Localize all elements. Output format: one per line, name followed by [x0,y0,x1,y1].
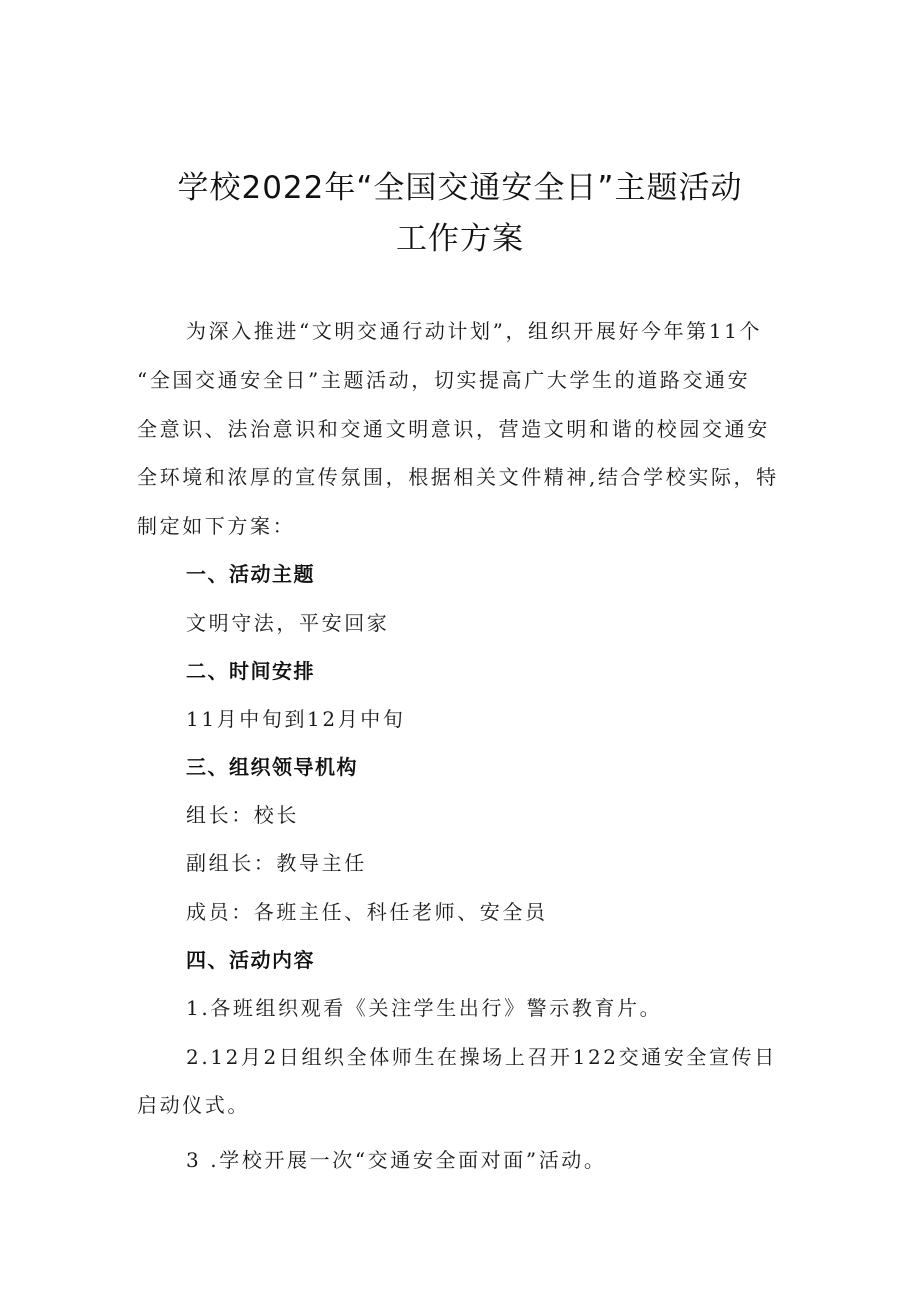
section-text-schedule: 11月中旬到12月中旬 [186,707,406,731]
activity-item-1: 1.各班组织观看《关注学生出行》警示教育片。 [186,996,663,1020]
intro-paragraph-line-5: 制定如下方案： [137,514,296,538]
intro-paragraph-line-2: “全国交通安全日”主题活动，切实提高广大学生的道路交通安 [137,368,751,392]
activity-item-2-line-2: 启动仪式。 [137,1093,250,1117]
organization-members: 成员：各班主任、科任老师、安全员 [186,900,548,924]
section-heading-theme: 一、活动主题 [186,562,315,586]
intro-paragraph-line-1: 为深入推进“文明交通行动计划”，组织开展好今年第11个 [186,319,763,343]
organization-leader: 组长：校长 [186,803,299,827]
intro-paragraph-line-4: 全环境和浓厚的宣传氛围，根据相关文件精神,结合学校实际，特 [137,465,779,489]
organization-deputy-leader: 副组长：教导主任 [186,851,367,875]
activity-item-2-line-1: 2.12月2日组织全体师生在操场上召开122交通安全宣传日 [186,1045,777,1069]
activity-item-3: 3 .学校开展一次“交通安全面对面”活动。 [186,1148,607,1172]
section-heading-schedule: 二、时间安排 [186,659,315,683]
section-text-theme: 文明守法，平安回家 [186,611,390,635]
document-title-line-1: 学校2022年“全国交通安全日”主题活动 [177,170,743,206]
section-heading-activities: 四、活动内容 [186,948,315,972]
intro-paragraph-line-3: 全意识、法治意识和交通文明意识，营造文明和谐的校园交通安 [137,417,770,441]
document-title-line-2: 工作方案 [396,221,524,257]
section-heading-organization: 三、组织领导机构 [186,755,358,779]
